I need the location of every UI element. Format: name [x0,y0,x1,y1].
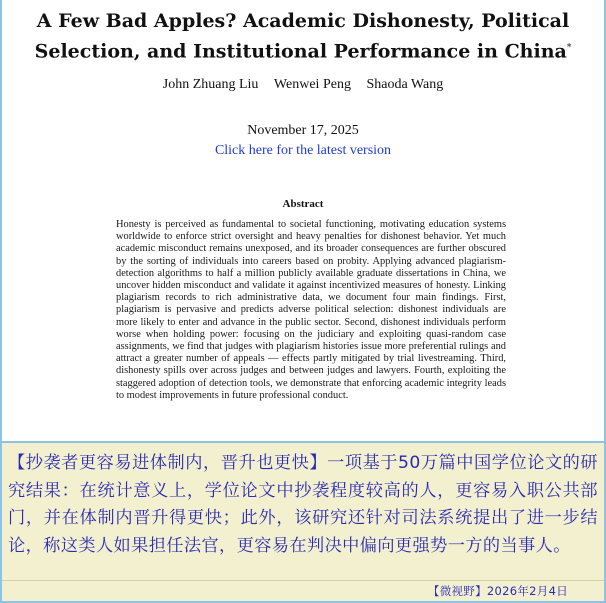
paper-title-line1: A Few Bad Apples? Academic Dishonesty, Political [36,10,570,32]
title-footnote-mark: * [566,43,572,53]
author-name: Shaoda Wang [366,77,444,92]
paper-title [0,8,606,65]
abstract-heading: Abstract [282,198,324,210]
author-list [0,77,606,93]
latest-version-link[interactable]: Click here for the latest version [214,143,392,158]
abstract-body: Honesty is perceived as fundamental to societal functioning, motivating education systems worldwide to enforce strict oversight and heavy penalties for dishonest behavior. Yet much academic misconduct remains unexposed, and its broader consequences are further obscured by the sorting of individuals into careers based on probity. Applying advanced plagiarism-detection algorithms to half a million publicly available graduate dissertations in China, we uncover hidden misconduct and validate it against incentivized measures of honesty. Linking plagiarism records to rich administrative data, we document four main findings. First, plagiarism is pervasive and predicts adverse political selection: dishonest individuals are more likely to enter and advance in the public sector. Second, dishonest individuals perform worse when holding power: focusing on the judiciary and exploiting quasi-random case assignments, we find that judges with plagiarism histories issue more preferential rulings and attract a greater number of appeals — effects partly mitigated by trial livestreaming. Third, dishonesty spills over across judges and between judges and lawyers. Fourth, exploiting the staggered adoption of detection tools, we demonstrate that enforcing academic integrity leads to modest improvements in future professional conduct. [116,219,506,401]
author-name: John Zhuang Liu [162,77,259,92]
caption-box [2,441,604,580]
author-name: Wenwei Peng [273,77,351,92]
paper-title-line2: Selection, and Institutional Performance in China [34,40,567,63]
source-tag: 【微视野】2026年2月4日 [427,584,568,598]
caption-text: 【抄袭者更容易进体制内，晋升也更快】一项基于50万篇中国学位论文的研究结果：在统计意义上，学位论文中抄袭程度较高的人，更容易入职公共部门，并在体制内晋升得更快；此外，该研究还针对司法系统提出了进一步结论，称这类人如果担任法官，更容易在判决中偏向更强势一方的当事人。 [8,453,598,556]
footer-bar [2,580,604,601]
paper-date: November 17, 2025 [247,123,359,138]
